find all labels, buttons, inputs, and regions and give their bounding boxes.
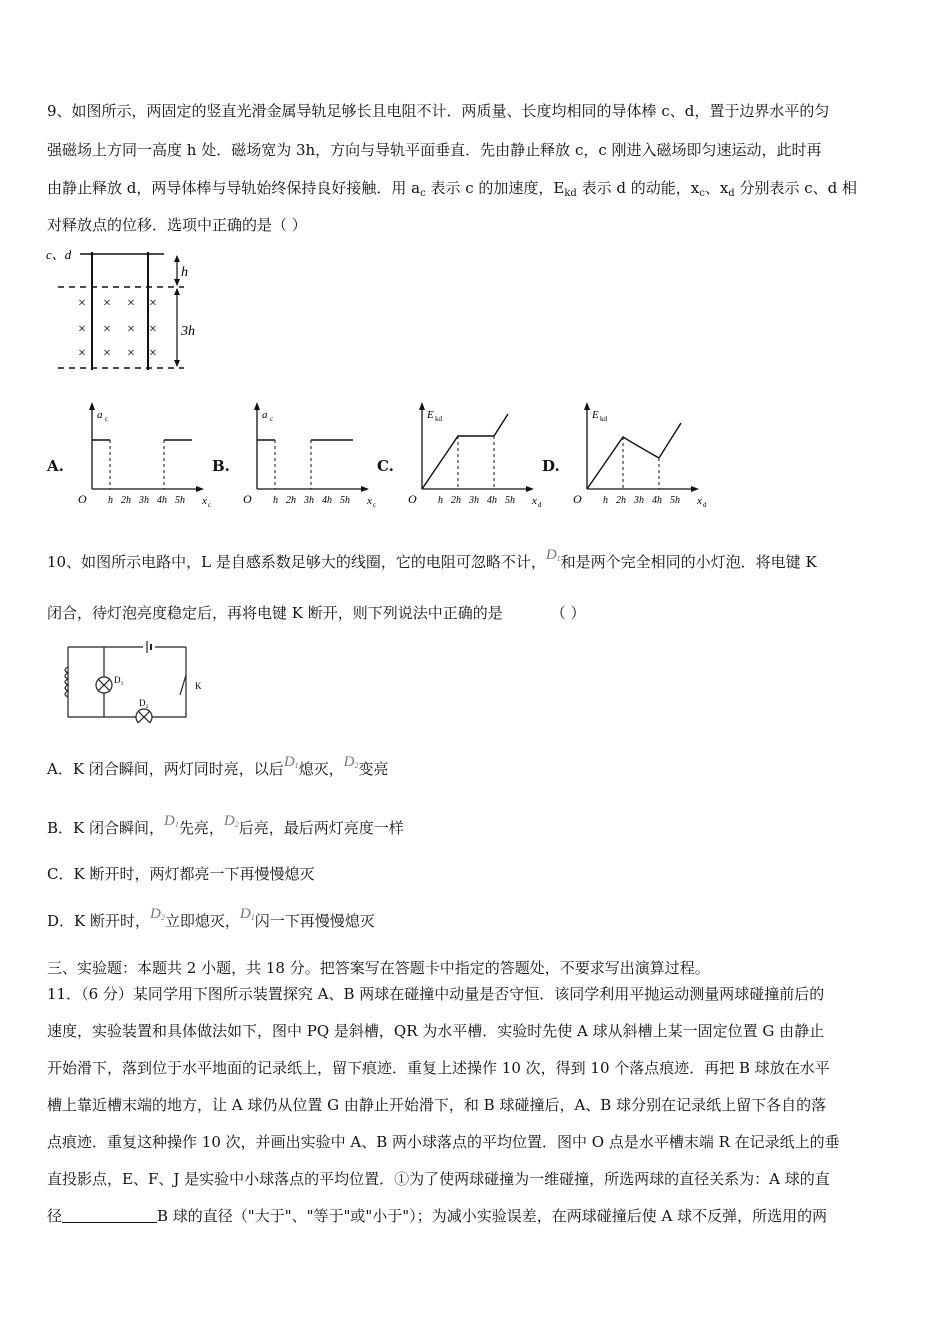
x-axis-sub: c [208, 501, 212, 509]
svg-text:×: × [149, 322, 157, 337]
origin-label: O [78, 492, 87, 506]
option-c-graph [400, 400, 550, 515]
magnetic-field-figure [44, 244, 214, 376]
svg-text:×: × [149, 346, 157, 361]
y-axis-label: E [592, 409, 599, 421]
q10-line-2: 闭合，待灯泡亮度稳定后，再将电键 K 断开，则下列说法中正确的是 （ ） [47, 604, 586, 622]
tick-label: 5h [670, 495, 680, 506]
y-axis-label: E [427, 409, 434, 421]
q11-line-7: 径 B 球的直径（"大于"、"等于"或"小于"）；为减小实验误差，在两球碰撞后使 A 球不反弹，所选用的两 [47, 1207, 828, 1225]
circuit-d1-label: D₁ [114, 675, 124, 685]
tick-label: h [273, 495, 278, 506]
origin-label: O [408, 492, 417, 506]
y-axis-label: a [262, 409, 268, 421]
field-crosses [78, 296, 157, 361]
option-d-label: D. [542, 457, 560, 475]
tick-label: 4h [157, 495, 167, 506]
graph-curve [422, 414, 508, 489]
answer-blank[interactable] [62, 1206, 157, 1223]
y-axis-sub: c [270, 415, 274, 423]
q9-line-2: 强磁场上方同一高度 h 处．磁场宽为 3h，方向与导轨平面垂直．先由静止释放 c，c 刚进入磁场即匀速运动，此时再 [47, 141, 822, 159]
svg-text:×: × [149, 296, 157, 311]
tick-label: h [603, 495, 608, 506]
x-axis-sub: d [703, 501, 707, 509]
option-b-graph [235, 400, 385, 515]
tick-label: 5h [505, 495, 515, 506]
tick-label: 5h [175, 495, 185, 506]
svg-text:×: × [127, 322, 135, 337]
option-a-graph [70, 400, 220, 515]
option-a-label: A. [47, 457, 64, 475]
circuit-k-label: K [195, 681, 202, 691]
q11-line-4: 槽上靠近槽末端的地方，让 A 球仍从位置 G 由静止开始滑下，和 B 球碰撞后，A、B 球分别在记录纸上留下各自的落 [47, 1096, 827, 1114]
svg-text:×: × [127, 346, 135, 361]
tick-label: h [108, 495, 113, 506]
tick-label: 4h [652, 495, 662, 506]
svg-text:×: × [103, 346, 111, 361]
section-3-heading: 三、实验题：本题共 2 小题，共 18 分。把答案写在答题卡中指定的答题处，不要求写出演算过程。 [47, 959, 710, 977]
q11-line-1: 11．（6 分）某同学用下图所示装置探究 A、B 两球在碰撞中动量是否守恒．该同学利用平抛运动测量两球碰撞前后的 [47, 985, 825, 1003]
svg-text:×: × [78, 322, 86, 337]
origin-label: O [573, 492, 582, 506]
svg-text:×: × [78, 346, 86, 361]
x-axis-sub: c [373, 501, 377, 509]
label-cd: c、d [46, 247, 72, 262]
svg-text:×: × [103, 322, 111, 337]
q11-line-2: 速度，实验装置和具体做法如下，图中 PQ 是斜槽，QR 为水平槽．实验时先使 A 球从斜槽上某一固定位置 G 由静止 [47, 1022, 825, 1040]
y-axis-sub: kd [600, 415, 607, 423]
svg-text:×: × [127, 296, 135, 311]
x-axis-label: x [202, 495, 207, 507]
svg-text:×: × [103, 296, 111, 311]
y-axis-label: a [97, 409, 103, 421]
x-axis-label: x [697, 495, 702, 507]
q11-line-6: 直投影点，E、F、J 是实验中小球落点的平均位置．①为了使两球碰撞为一维碰撞，所选两球的直径关系为：A 球的直 [47, 1170, 830, 1188]
tick-label: 4h [487, 495, 497, 506]
label-h: h [181, 265, 188, 280]
tick-label: 3h [634, 495, 644, 506]
tick-label: 3h [469, 495, 479, 506]
tick-label: h [438, 495, 443, 506]
q10-line-1: 10、如图所示电路中，L 是自感系数足够大的线圈，它的电阻可忽略不计，D1和是两个完全相同的小灯泡．将电键 K [47, 547, 817, 571]
option-b-label: B. [212, 457, 230, 475]
q10-option-d: D．K 断开时，D2立即熄灭，D1闪一下再慢慢熄灭 [47, 906, 375, 930]
option-d-graph [565, 400, 715, 515]
q11-line-3: 开始滑下，落到位于水平地面的记录纸上，留下痕迹．重复上述操作 10 次，得到 10 个落点痕迹．再把 B 球放在水平 [47, 1059, 830, 1077]
x-axis-label: x [532, 495, 537, 507]
q10-option-c: C．K 断开时，两灯都亮一下再慢慢熄灭 [47, 865, 315, 883]
option-c-label: C. [377, 457, 394, 475]
x-axis-label: x [367, 495, 372, 507]
x-axis-sub: d [538, 501, 542, 509]
q9-line-1: 9、如图所示，两固定的竖直光滑金属导轨足够长且电阻不计．两质量、长度均相同的导体棒 c、d，置于边界水平的匀 [47, 102, 830, 120]
tick-label: 2h [616, 495, 626, 506]
circuit-d2-label: D₂ [139, 698, 149, 708]
q9-line-3: 由静止释放 d，两导体棒与导轨始终保持良好接触．用 $a_c$ 表示 c 的加速度，$E_{kd}$ 表示 d 的动能，$x_c$、$x_d$ 分别表示 c、d 相 [47, 179, 857, 199]
graph-curve [587, 423, 681, 489]
y-axis-sub: c [105, 415, 109, 423]
tick-label: 2h [121, 495, 131, 506]
tick-label: 5h [340, 495, 350, 506]
circuit-figure [54, 637, 214, 723]
q10-option-b: B．K 闭合瞬间，D1先亮，D2后亮，最后两灯亮度一样 [47, 813, 404, 837]
y-axis-sub: kd [435, 415, 442, 423]
q11-line-5: 点痕迹．重复这种操作 10 次，并画出实验中 A、B 两小球落点的平均位置．图中 O 点是水平槽末端 R 在记录纸上的垂 [47, 1133, 840, 1151]
tick-label: 3h [304, 495, 314, 506]
svg-text:×: × [78, 296, 86, 311]
label-3h: 3h [181, 324, 195, 339]
origin-label: O [243, 492, 252, 506]
tick-label: 3h [139, 495, 149, 506]
q10-option-a: A．K 闭合瞬间，两灯同时亮，以后D1熄灭，D2变亮 [47, 754, 389, 778]
tick-label: 4h [322, 495, 332, 506]
tick-label: 2h [286, 495, 296, 506]
q9-line-4: 对释放点的位移．选项中正确的是（ ） [47, 216, 307, 234]
tick-label: 2h [451, 495, 461, 506]
